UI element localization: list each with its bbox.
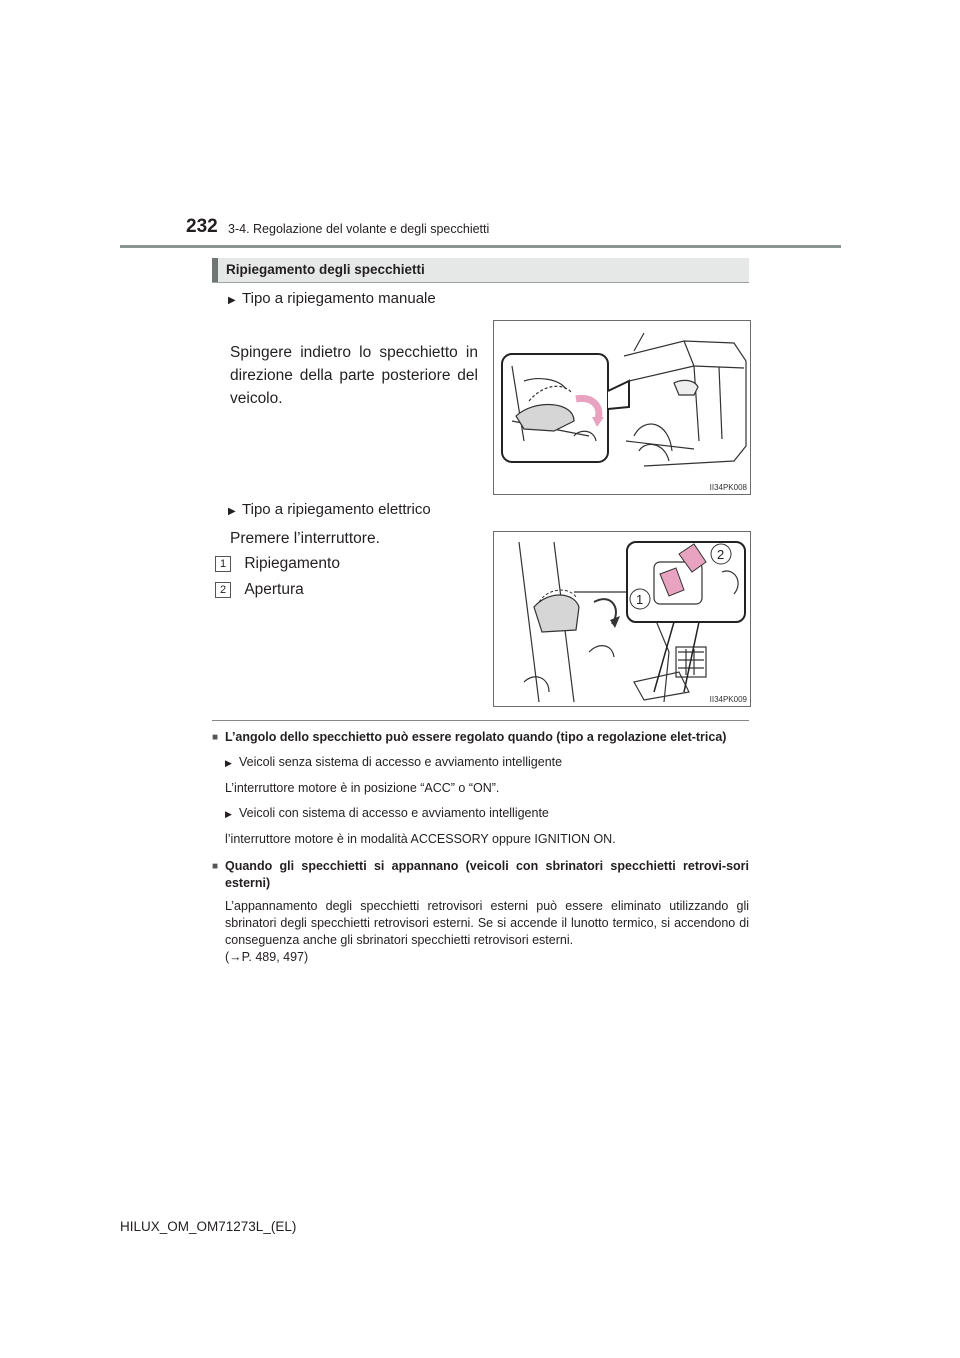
note-heading <box>212 729 749 746</box>
callout-number: 1 <box>215 556 231 572</box>
legend-label: Ripiegamento <box>244 555 340 572</box>
notes-divider <box>212 720 749 721</box>
arrow-icon: ▶ <box>225 809 232 819</box>
legend-item-2 <box>215 578 304 601</box>
svg-text:1: 1 <box>636 592 644 607</box>
manual-type-heading-text: Tipo a ripiegamento manuale <box>242 290 436 307</box>
note-heading-text: Quando gli specchietti si appannano (veicoli con sbrinatori specchietti retrovi-sori esterni) <box>225 859 749 890</box>
arrow-icon: ▶ <box>225 758 232 768</box>
note-heading-text: L’angolo dello specchietto può essere regolato quando (tipo a regolazione elet-trica) <box>225 730 727 744</box>
square-bullet-icon: ■ <box>212 732 219 743</box>
manual-instruction: Spingere indietro lo specchietto in direzione della parte posteriore del veicolo. <box>230 344 478 407</box>
running-head: 3-4. Regolazione del volante e degli specchietti <box>228 222 490 236</box>
section-title: Ripiegamento degli specchietti <box>226 262 425 277</box>
arrow-icon: ▶ <box>228 295 236 306</box>
note-sub-text: Veicoli senza sistema di accesso e avviamento intelligente <box>239 755 563 769</box>
manual-type-heading <box>228 290 436 307</box>
manual-fold-figure <box>493 320 751 495</box>
note-sub-text: Veicoli con sistema di accesso e avviamento intelligente <box>239 806 549 820</box>
figure-code-electric: II34PK009 <box>709 695 747 704</box>
square-bullet-icon: ■ <box>212 861 219 872</box>
note-mirror-angle <box>212 729 749 848</box>
note-text: L’appannamento degli specchietti retrovisori esterni può essere eliminato utilizzando gli sbrinatori degli specchietti retrovisori esterni. Se si accende il lunotto termico, si accendono di conseguenza anche gli sbrinatori specchietti retrovisori esterni. <box>225 899 749 947</box>
electric-type-heading <box>228 501 431 518</box>
page-reference: (→P. 489, 497) <box>225 950 309 964</box>
figure-code-manual: II34PK008 <box>709 483 747 492</box>
electric-fold-figure <box>493 531 751 707</box>
legend-item-1 <box>215 552 340 575</box>
section-title-bar <box>212 258 749 283</box>
electric-fold-illustration <box>494 532 750 706</box>
electric-instruction: Premere l’interruttore. <box>230 530 380 547</box>
note-text: l’interruttore motore è in modalità ACCESSORY oppure IGNITION ON. <box>225 832 616 846</box>
section-accent <box>212 258 218 282</box>
header-rule <box>120 245 841 248</box>
svg-text:2: 2 <box>717 547 725 562</box>
note-sub-item <box>225 754 749 772</box>
footer-code: HILUX_OM_OM71273L_(EL) <box>120 1219 297 1234</box>
note-defogger <box>212 858 749 966</box>
electric-type-heading-text: Tipo a ripiegamento elettrico <box>242 501 431 518</box>
note-text: L’interruttore motore è in posizione “ACC” o “ON”. <box>225 781 500 795</box>
note-heading <box>212 858 749 892</box>
legend-label: Apertura <box>244 581 304 598</box>
manual-fold-illustration <box>494 321 750 494</box>
arrow-icon: ▶ <box>228 506 236 517</box>
page-number: 232 <box>186 216 218 237</box>
callout-number: 2 <box>215 582 231 598</box>
note-sub-item <box>225 805 749 823</box>
